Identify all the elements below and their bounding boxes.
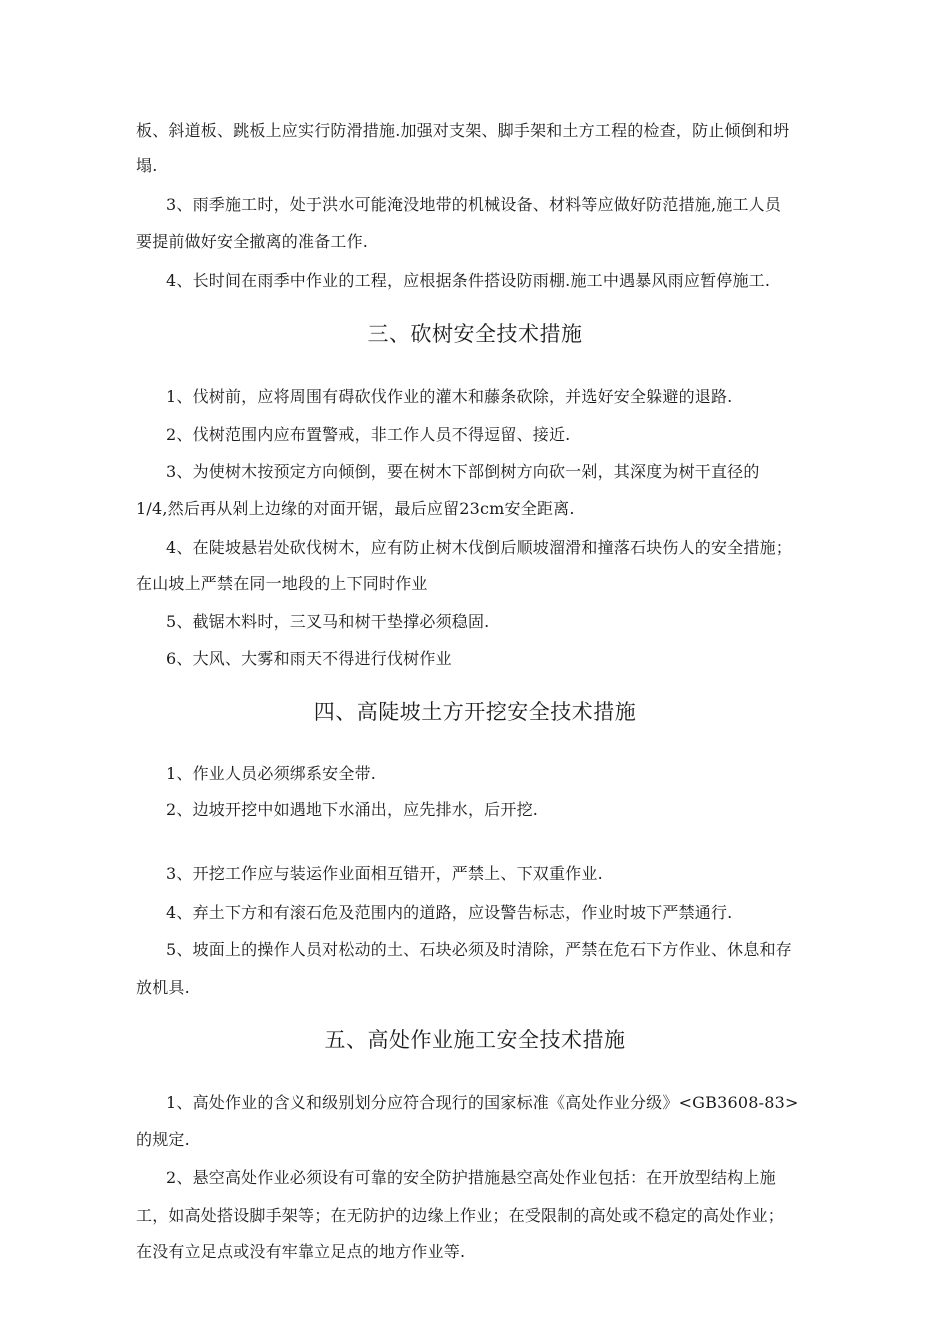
paragraph-line: 2、伐树范围内应布置警戒，非工作人员不得逗留、接近. (166, 425, 571, 444)
paragraph-line: 1/4,然后再从剁上边缘的对面开锯，最后应留23cm安全距离. (136, 499, 575, 518)
paragraph-line: 塌. (136, 156, 158, 175)
paragraph-line: 放机具. (136, 978, 190, 997)
paragraph-line: 4、弃土下方和有滚石危及范围内的道路，应设警告标志，作业时坡下严禁通行. (166, 903, 733, 922)
paragraph-line: 2、悬空高处作业必须设有可靠的安全防护措施悬空高处作业包括：在开放型结构上施 (166, 1168, 776, 1187)
paragraph-line: 3、为使树木按预定方向倾倒，要在树木下部倒树方向砍一剁，其深度为树干直径的 (166, 462, 760, 481)
paragraph-line: 2、边坡开挖中如遇地下水涌出，应先排水，后开挖. (166, 800, 539, 819)
paragraph-line: 的规定. (136, 1130, 190, 1149)
paragraph-line: 3、开挖工作应与装运作业面相互错开，严禁上、下双重作业. (166, 864, 603, 883)
section-heading: 四、高陡坡土方开挖安全技术措施 (313, 700, 637, 724)
paragraph-line: 3、雨季施工时，处于洪水可能淹没地带的机械设备、材料等应做好防范措施,施工人员 (166, 195, 782, 214)
section-heading: 三、砍树安全技术措施 (367, 322, 583, 346)
paragraph-line: 1、作业人员必须绑系安全带. (166, 764, 377, 783)
section-heading: 五、高处作业施工安全技术措施 (324, 1028, 626, 1052)
paragraph-line: 1、高处作业的含义和级别划分应符合现行的国家标准《高处作业分级》<GB3608-83> (166, 1093, 799, 1112)
paragraph-line: 4、长时间在雨季中作业的工程，应根据条件搭设防雨棚.施工中遇暴风雨应暂停施工. (166, 271, 771, 290)
paragraph-line: 要提前做好安全撤离的准备工作. (136, 232, 369, 251)
paragraph-line: 板、斜道板、跳板上应实行防滑措施.加强对支架、脚手架和土方工程的检查，防止倾倒和坍 (136, 121, 790, 140)
paragraph-line: 在没有立足点或没有牢靠立足点的地方作业等. (136, 1242, 466, 1261)
paragraph-line: 在山坡上严禁在同一地段的上下同时作业 (136, 574, 428, 593)
paragraph-line: 工，如高处搭设脚手架等；在无防护的边缘上作业；在受限制的高处或不稳定的高处作业； (136, 1206, 785, 1225)
paragraph-line: 5、坡面上的操作人员对松动的土、石块必须及时清除，严禁在危石下方作业、休息和存 (166, 940, 792, 959)
paragraph-line: 6、大风、大雾和雨天不得进行伐树作业 (166, 649, 452, 668)
paragraph-line: 4、在陡坡悬岩处砍伐树木，应有防止树木伐倒后顺坡溜滑和撞落石块伤人的安全措施； (166, 538, 792, 557)
paragraph-line: 5、截锯木料时，三叉马和树干垫撑必须稳固. (166, 612, 490, 631)
paragraph-line: 1、伐树前，应将周围有碍砍伐作业的灌木和藤条砍除，并选好安全躲避的退路. (166, 387, 733, 406)
